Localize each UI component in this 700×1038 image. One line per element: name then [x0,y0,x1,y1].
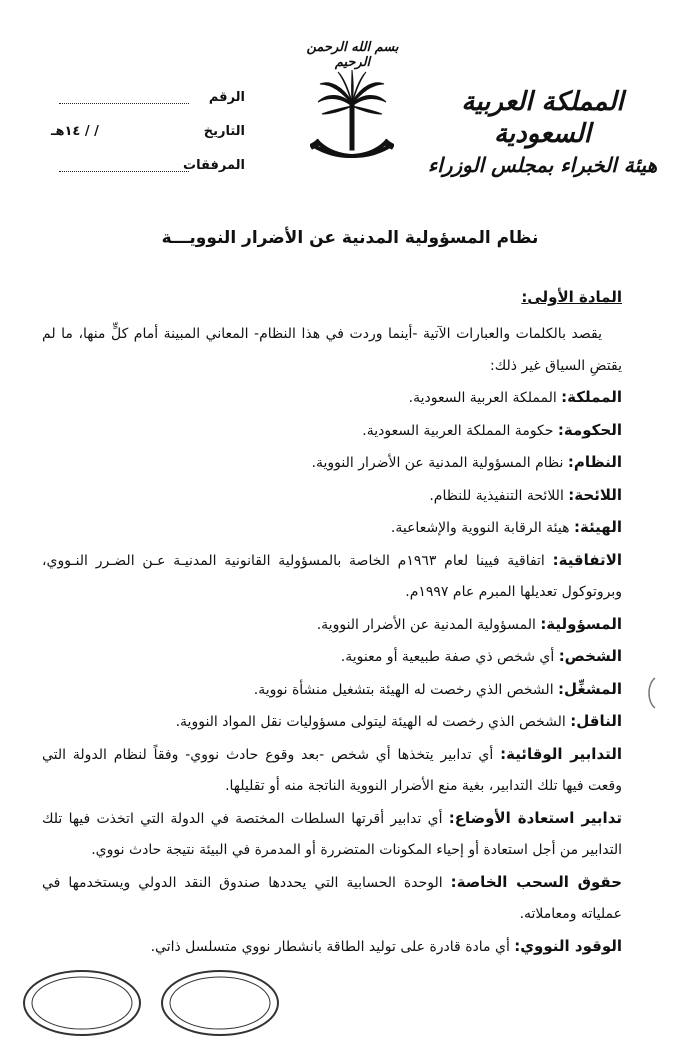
definition-term: اللائحة: [568,485,622,504]
definition-item [42,545,622,609]
kingdom-name: المملكة العربية السعودية [461,87,624,149]
definition-text: المملكة العربية السعودية. [408,390,557,406]
definition-term: الهيئة: [573,518,622,536]
definition-term: الحكومة: [557,420,622,439]
letterhead [0,0,700,200]
definition-item [42,512,622,545]
definition-term: الشخص: [558,647,622,665]
attachments-label: المرفقات [183,157,245,173]
definition-item [42,382,622,415]
reference-fields [45,80,245,182]
definition-text: اللائحة التنفيذية للنظام. [429,487,564,504]
definition-text: الوحدة الحسابية التي يحددها صندوق النقد الدولي ويستخدمها في عملياته ومعاملاته. [42,874,622,922]
palm-swords-emblem-icon [310,62,394,172]
definition-term: المشغِّل: [558,679,622,698]
definitions-list [42,382,622,963]
definition-term: حقوق السحب الخاصة: [450,872,623,891]
definition-item [42,609,622,642]
definition-item [42,641,622,674]
definition-term: تدابير استعادة الأوضاع: [448,808,622,827]
attachments-row [45,148,245,182]
ref-number-row [45,80,245,114]
article-heading: المادة الأولى: [521,288,622,306]
definition-term: المسؤولية: [540,614,622,633]
document-title: نظام المسؤولية المدنية عن الأضرار النوويـــة [161,228,539,248]
ref-number-label: الرقم [208,89,245,105]
basmala: بسم الله الرحمن الرحيم [306,40,399,70]
definition-text: أي تدابير يتخذها أي شخص -بعد وقوع حادث نووي- وفقاً لنظام الدولة التي وقعت فيها تلك التدابير، بغية منع الأضرار النووية الناتجة منه أو تقليلها. [42,746,622,794]
letterhead-org [425,86,660,180]
definition-item [42,706,622,739]
official-stamps [20,968,280,1038]
definition-term: الوقود النووي: [514,936,622,955]
date-row [45,114,245,148]
definition-item [42,931,622,964]
definition-text: أي مادة قادرة على توليد الطاقة بانشطار نووي متسلسل ذاتي. [150,938,510,955]
definition-term: الاتفاقية: [552,550,623,569]
definition-item [42,867,622,931]
definition-text: أي تدابير أقرتها السلطات المختصة في الدولة التي اتخذت فيها تلك التدابير من أجل استعادة أو إحياء المكونات المتضررة أو المدمرة في البيئة نتيجة حادث نووي. [42,810,622,858]
definition-term: التدابير الوقائية: [500,744,623,763]
definition-item [42,480,622,513]
definition-item [42,674,622,707]
definition-term: النظام: [567,453,622,471]
definition-item [42,415,622,448]
definition-item [42,447,622,480]
definition-text: الشخص الذي رخصت له الهيئة ليتولى مسؤوليات نقل المواد النووية. [175,714,566,730]
definition-term: الناقل: [570,712,622,730]
document-body [42,288,622,963]
intro-text: يقصد بالكلمات والعبارات الآتية -أينما وردت في هذا النظام- المعاني المبينة أمام كلٍّ منها، ما لم يقتضِ السياق غير ذلك: [42,326,622,374]
definition-text: هيئة الرقابة النووية والإشعاعية. [390,520,570,536]
definition-text: أي شخص ذي صفة طبيعية أو معنوية. [340,649,555,665]
margin-bracket-mark [645,676,659,710]
date-value: / / ١٤هـ [51,123,99,139]
definition-text: حكومة المملكة العربية السعودية. [362,422,554,439]
definition-text: الشخص الذي رخصت له الهيئة بتشغيل منشأة نووية. [253,681,554,698]
attachments-line [59,159,189,172]
authority-name: هيئة الخبراء بمجلس الوزراء [427,153,658,177]
ref-number-line [59,91,189,104]
definition-text: اتفاقية فيينا لعام ١٩٦٣م الخاصة بالمسؤولية القانونية المدنيـة عـن الضـرر النـووي، وبروتوكول تعديلها المبرم عام ١٩٩٧م. [42,552,622,600]
definition-text: نظام المسؤولية المدنية عن الأضرار النووية. [311,455,564,471]
definition-text: المسؤولية المدنية عن الأضرار النووية. [316,616,536,633]
intro-paragraph [42,318,622,382]
definition-item [42,803,622,867]
definition-item [42,739,622,803]
date-label: التاريخ [203,123,245,139]
definition-term: المملكة: [561,388,622,406]
